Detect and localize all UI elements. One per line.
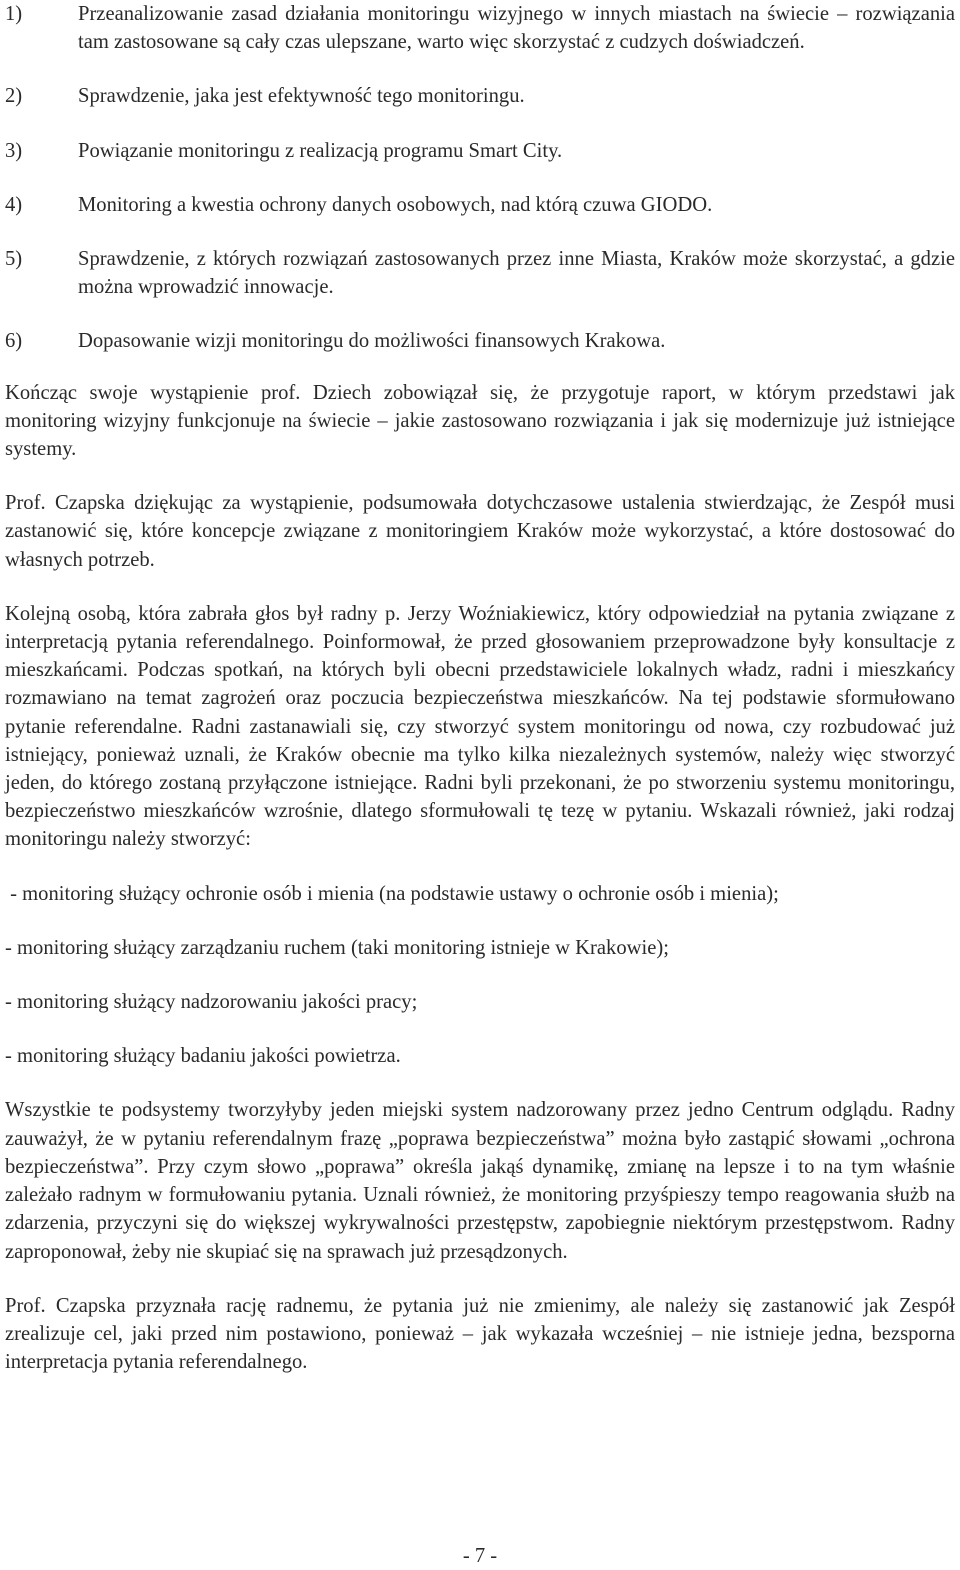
paragraph: Prof. Czapska przyznała rację radnemu, że pytania już nie zmienimy, ale należy się zastanowić jak Zespół zrealizuje cel, jaki przed nim postawiono, ponieważ – jak wykazała wcześniej – nie istnieje jedna, bezsporna interpretacja pytania referendalnego.	[5, 1294, 955, 1374]
list-number: 6)	[5, 330, 23, 353]
list-item	[5, 0, 955, 56]
list-item	[5, 191, 955, 219]
list-number: 1)	[5, 3, 23, 25]
paragraph: Kończąc swoje wystąpienie prof. Dziech zobowiązał się, że przygotuje raport, w którym przedstawi jak monitoring wizyjny funkcjonuje na świecie – jakie zastosowano rozwiązania i jak się modernizuje już istniejące systemy.	[5, 381, 955, 461]
list-item: - monitoring służący ochronie osób i mienia (na podstawie ustawy o ochronie osób i mienia);	[5, 882, 779, 905]
list-item	[5, 82, 955, 110]
list-item	[5, 137, 955, 165]
list-number: 5)	[5, 248, 23, 271]
list-text: Dopasowanie wizji monitoringu do możliwości finansowych Krakowa.	[78, 330, 666, 353]
list-item: - monitoring służący nadzorowaniu jakości pracy;	[5, 991, 418, 1014]
list-item	[5, 327, 955, 355]
list-text: Sprawdzenie, z których rozwiązań zastosowanych przez inne Miasta, Kraków może skorzystać, a gdzie można wprowadzić innowacje.	[78, 248, 955, 299]
list-text: Przeanalizowanie zasad działania monitoringu wizyjnego w innych miastach na świecie – rozwiązania tam zastosowane są cały czas ulepszane, warto więc skorzystać z cudzych doświadczeń.	[78, 3, 955, 54]
list-item: - monitoring służący zarządzaniu ruchem (taki monitoring istnieje w Krakowie);	[5, 936, 669, 959]
paragraph: Prof. Czapska dziękując za wystąpienie, podsumowała dotychczasowe ustalenia stwierdzając, że Zespół musi zastanowić się, które koncepcje związane z monitoringiem Kraków może wykorzystać, a które dostosować do własnych potrzeb.	[5, 492, 955, 571]
list-text: Sprawdzenie, jaka jest efektywność tego monitoringu.	[78, 85, 525, 108]
list-item	[5, 245, 955, 301]
numbered-list	[5, 0, 955, 356]
paragraph: Kolejną osobą, która zabrała głos był radny p. Jerzy Woźniakiewicz, który odpowiedział na pytania związane z interpretacją pytania referendalnego. Poinformował, że przed głosowaniem przeprowadzone były konsultacje z mieszkańcami. Podczas spotkań, na których byli obecni przedstawiciele lokalnych władz, radni i mieszkańcy rozmawiano na temat zagrożeń oraz poczucia bezpieczeństwa mieszkańców. Na tej podstawie sformułowano pytanie referendalne. Radni zastanawiali się, czy stworzyć system monitoringu od nowa, czy rozbudować już istniejący, ponieważ uznali, że Kraków obecnie ma tylko kilka niezależnych systemów, należy więc stworzyć jeden, do którego zostaną przyłączone istniejące. Radni byli przekonani, że po stworzeniu systemu monitoringu, bezpieczeństwo mieszkańców wzrośnie, dlatego sformułowali tę tezę w pytaniu. Wskazali również, jaki rodzaj monitoringu należy stworzyć:	[5, 602, 955, 851]
list-number: 4)	[5, 193, 23, 216]
list-text: Monitoring a kwestia ochrony danych osobowych, nad którą czuwa GIODO.	[78, 193, 713, 216]
list-number: 2)	[5, 85, 23, 108]
list-text: Powiązanie monitoringu z realizacją programu Smart City.	[78, 139, 563, 162]
document-page	[5, 0, 955, 1376]
list-item: - monitoring służący badaniu jakości powietrza.	[5, 1045, 401, 1068]
page-number: - 7 -	[462, 1545, 498, 1567]
list-number: 3)	[5, 139, 23, 162]
paragraph: Wszystkie te podsystemy tworzyłyby jeden miejski system nadzorowany przez jedno Centrum odglądu. Radny zauważył, że w pytaniu referendalnym frazę „poprawa bezpieczeństwa” można było zastąpić słowami „ochrona bezpieczeństwa”. Przy czym słowo „poprawa” określa jakąś dynamikę, zmianę na lepsze i to na tym właśnie zależało radnym w formułowaniu pytania. Uznali również, że monitoring przyśpieszy tempo reagowania służb na zdarzenia, przyczyni się do większej wykrywalności przestępstw, zapobiegnie niektórym przestępstwom. Radny zaproponował, żeby nie skupiać się na sprawach już przesądzonych.	[5, 1099, 955, 1263]
